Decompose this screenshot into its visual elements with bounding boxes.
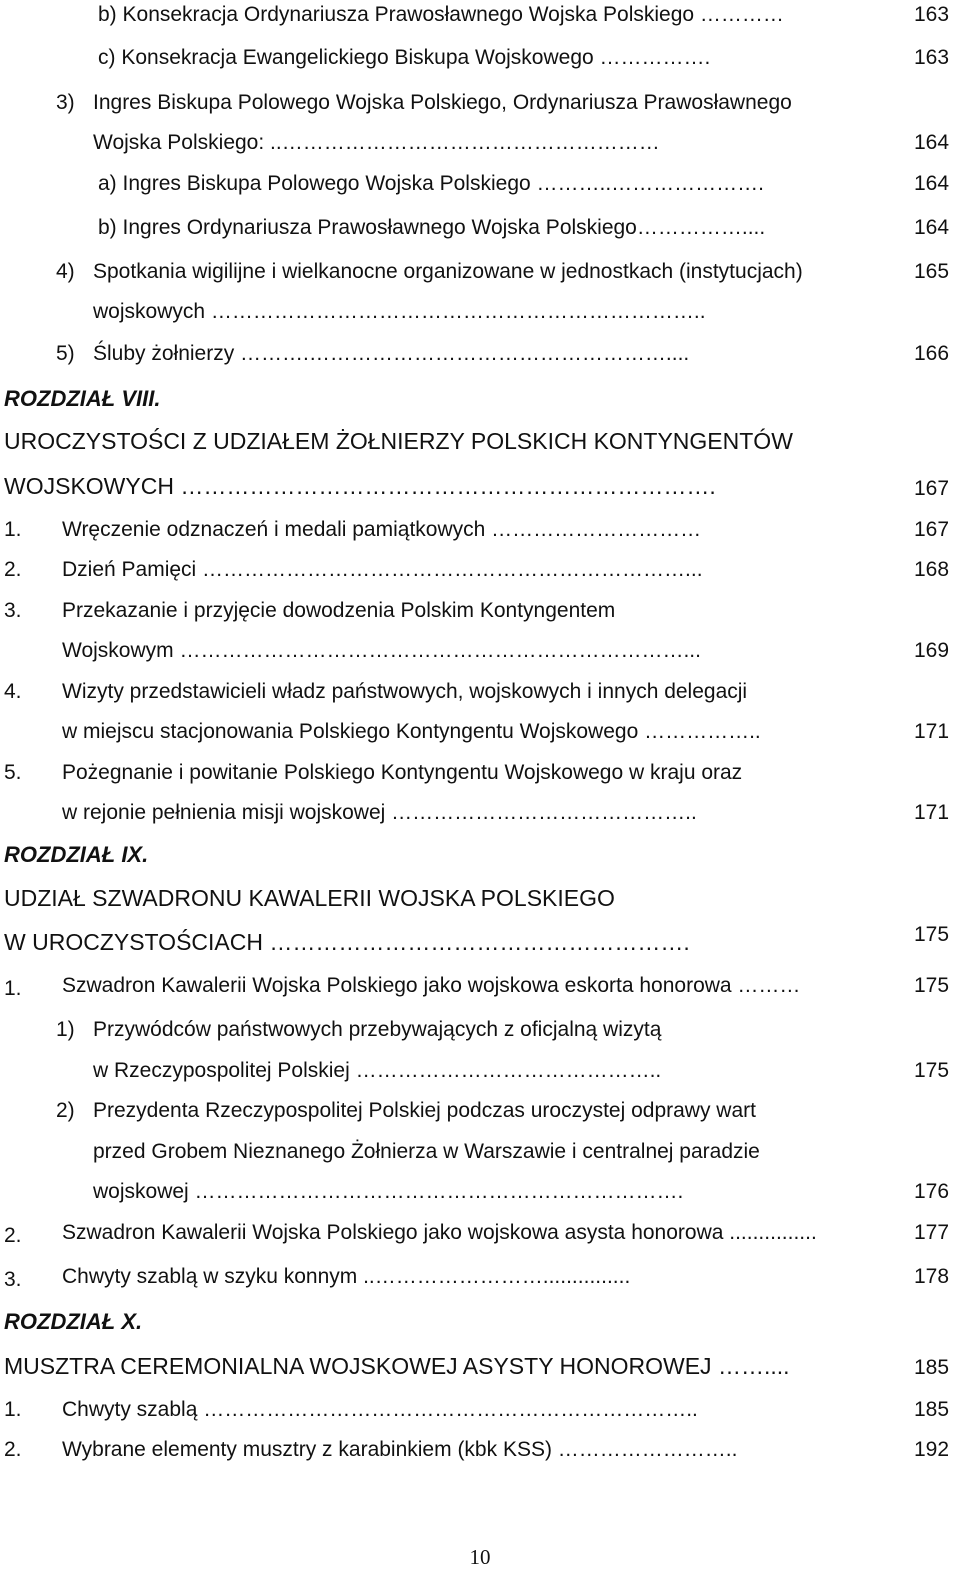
toc-entry-8-3-cont: Wojskowym ………………………………………………………………... [62,639,701,662]
page-ref: 185 [914,1356,950,1379]
page-ref: 163 [914,46,950,69]
toc-entry-9-1-1-cont: w Rzeczypospolitej Polskiej …………………………………….. [93,1059,662,1082]
toc-entry-10-1: Chwyty szablą …………………………………………………………….. [62,1398,698,1421]
chapter-title-8-cont: WOJSKOWYCH ……………………………………………………………. [4,473,716,499]
page-ref: 167 [914,477,950,500]
toc-entry-8-2: Dzień Pamięci ……………………………………………………………... [62,558,703,581]
toc-entry-3-cont: Wojska Polskiego: ..……………………………………………… [93,131,660,154]
toc-entry-8-3: Przekazanie i przyjęcie dowodzenia Polskim Kontyngentem [62,599,616,622]
toc-entry-8-1: Wręczenie odznaczeń i medali pamiątkowych ………………………… [62,518,702,541]
chapter-title-8: UROCZYSTOŚCI Z UDZIAŁEM ŻOŁNIERZY POLSKICH KONTYNGENTÓW [4,428,793,454]
toc-entry-9-1-2: Prezydenta Rzeczypospolitej Polskiej podczas uroczystej odprawy wart [93,1099,756,1122]
toc-entry-9-3: Chwyty szablą w szyku konnym ..……………………............... [62,1265,631,1288]
toc-entry-label: 1. [4,977,22,1000]
toc-entry-3a: a) Ingres Biskupa Polowego Wojska Polskiego ………..…………………. [98,172,765,195]
page-ref: 176 [914,1180,950,1203]
page-ref: 171 [914,801,950,824]
page-ref: 175 [914,974,950,997]
toc-entry-label: 2. [4,1224,22,1247]
toc-entry-9-2: Szwadron Kawalerii Wojska Polskiego jako wojskowa asysta honorowa ............... [62,1221,817,1244]
page-ref: 168 [914,558,950,581]
toc-entry-label: 1) [56,1018,75,1041]
toc-entry-label: 2) [56,1099,75,1122]
toc-entry-4: Spotkania wigilijne i wielkanocne organizowane w jednostkach (instytucjach) [93,260,803,283]
toc-entry-label: 3) [56,91,75,114]
toc-entry-label: 3. [4,599,22,622]
toc-entry-label: 2. [4,1438,22,1461]
toc-entry-2c: c) Konsekracja Ewangelickiego Biskupa Wojskowego ……………. [98,46,711,69]
chapter-title-10: MUSZTRA CEREMONIALNA WOJSKOWEJ ASYSTY HONOROWEJ …….... [4,1353,790,1379]
page-ref: 175 [914,1059,950,1082]
chapter-heading-8: ROZDZIAŁ VIII. [4,386,161,411]
toc-entry-8-5-cont: w rejonie pełnienia misji wojskowej …………………………………….. [62,801,697,824]
page-number: 10 [469,1545,491,1569]
toc-entry-10-2: Wybrane elementy musztry z karabinkiem (kbk KSS) …………………….. [62,1438,738,1461]
toc-entry-label: 4) [56,260,75,283]
toc-entry-4-cont: wojskowych …………………………………………………………….. [93,300,706,323]
toc-entry-9-1-2-cont: przed Grobem Nieznanego Żołnierza w Warszawie i centralnej paradzie [93,1140,760,1163]
toc-entry-5: Śluby żołnierzy ……….…………………………………………….... [93,342,690,365]
chapter-heading-9: ROZDZIAŁ IX. [4,842,149,867]
toc-entry-2b: b) Konsekracja Ordynariusza Prawosławnego Wojska Polskiego ………… [98,3,784,26]
toc-entry-label: 2. [4,558,22,581]
toc-entry-9-1-2-cont2: wojskowej ……………………………………………………………. [93,1180,684,1203]
page-ref: 164 [914,131,950,154]
page-ref: 164 [914,216,950,239]
toc-entry-8-5: Pożegnanie i powitanie Polskiego Kontyngentu Wojskowego w kraju oraz [62,761,743,784]
page-ref: 164 [914,172,950,195]
page-ref: 171 [914,720,950,743]
toc-entry-9-1-1: Przywódców państwowych przebywających z oficjalną wizytą [93,1018,662,1041]
page-ref: 167 [914,518,950,541]
toc-entry-8-4-cont: w miejscu stacjonowania Polskiego Kontyngentu Wojskowego …………….. [62,720,761,743]
chapter-title-9-cont: W UROCZYSTOŚCIACH ………………………………………………. [4,929,690,955]
toc-entry-3b: b) Ingres Ordynariusza Prawosławnego Wojska Polskiego…………….... [98,216,766,239]
toc-entry-label: 1. [4,518,22,541]
toc-entry-label: 5) [56,342,75,365]
page-ref: 165 [914,260,950,283]
toc-entry-8-4: Wizyty przedstawicieli władz państwowych, wojskowych i innych delegacji [62,680,748,703]
page-ref: 177 [914,1221,950,1244]
page-ref: 163 [914,3,950,26]
page-ref: 169 [914,639,950,662]
chapter-title-9: UDZIAŁ SZWADRONU KAWALERII WOJSKA POLSKIEGO [4,885,615,911]
page-ref: 185 [914,1398,950,1421]
toc-entry-label: 4. [4,680,22,703]
page-ref: 166 [914,342,950,365]
chapter-heading-10: ROZDZIAŁ X. [4,1309,143,1334]
page-ref: 192 [914,1438,950,1461]
toc-entry-3: Ingres Biskupa Polowego Wojska Polskiego, Ordynariusza Prawosławnego [93,91,792,114]
toc-entry-label: 1. [4,1398,22,1421]
page-ref: 178 [914,1265,950,1288]
toc-entry-label: 5. [4,761,22,784]
page-ref: 175 [914,923,950,946]
toc-entry-label: 3. [4,1268,22,1291]
toc-entry-9-1: Szwadron Kawalerii Wojska Polskiego jako wojskowa eskorta honorowa ……… [62,974,801,997]
